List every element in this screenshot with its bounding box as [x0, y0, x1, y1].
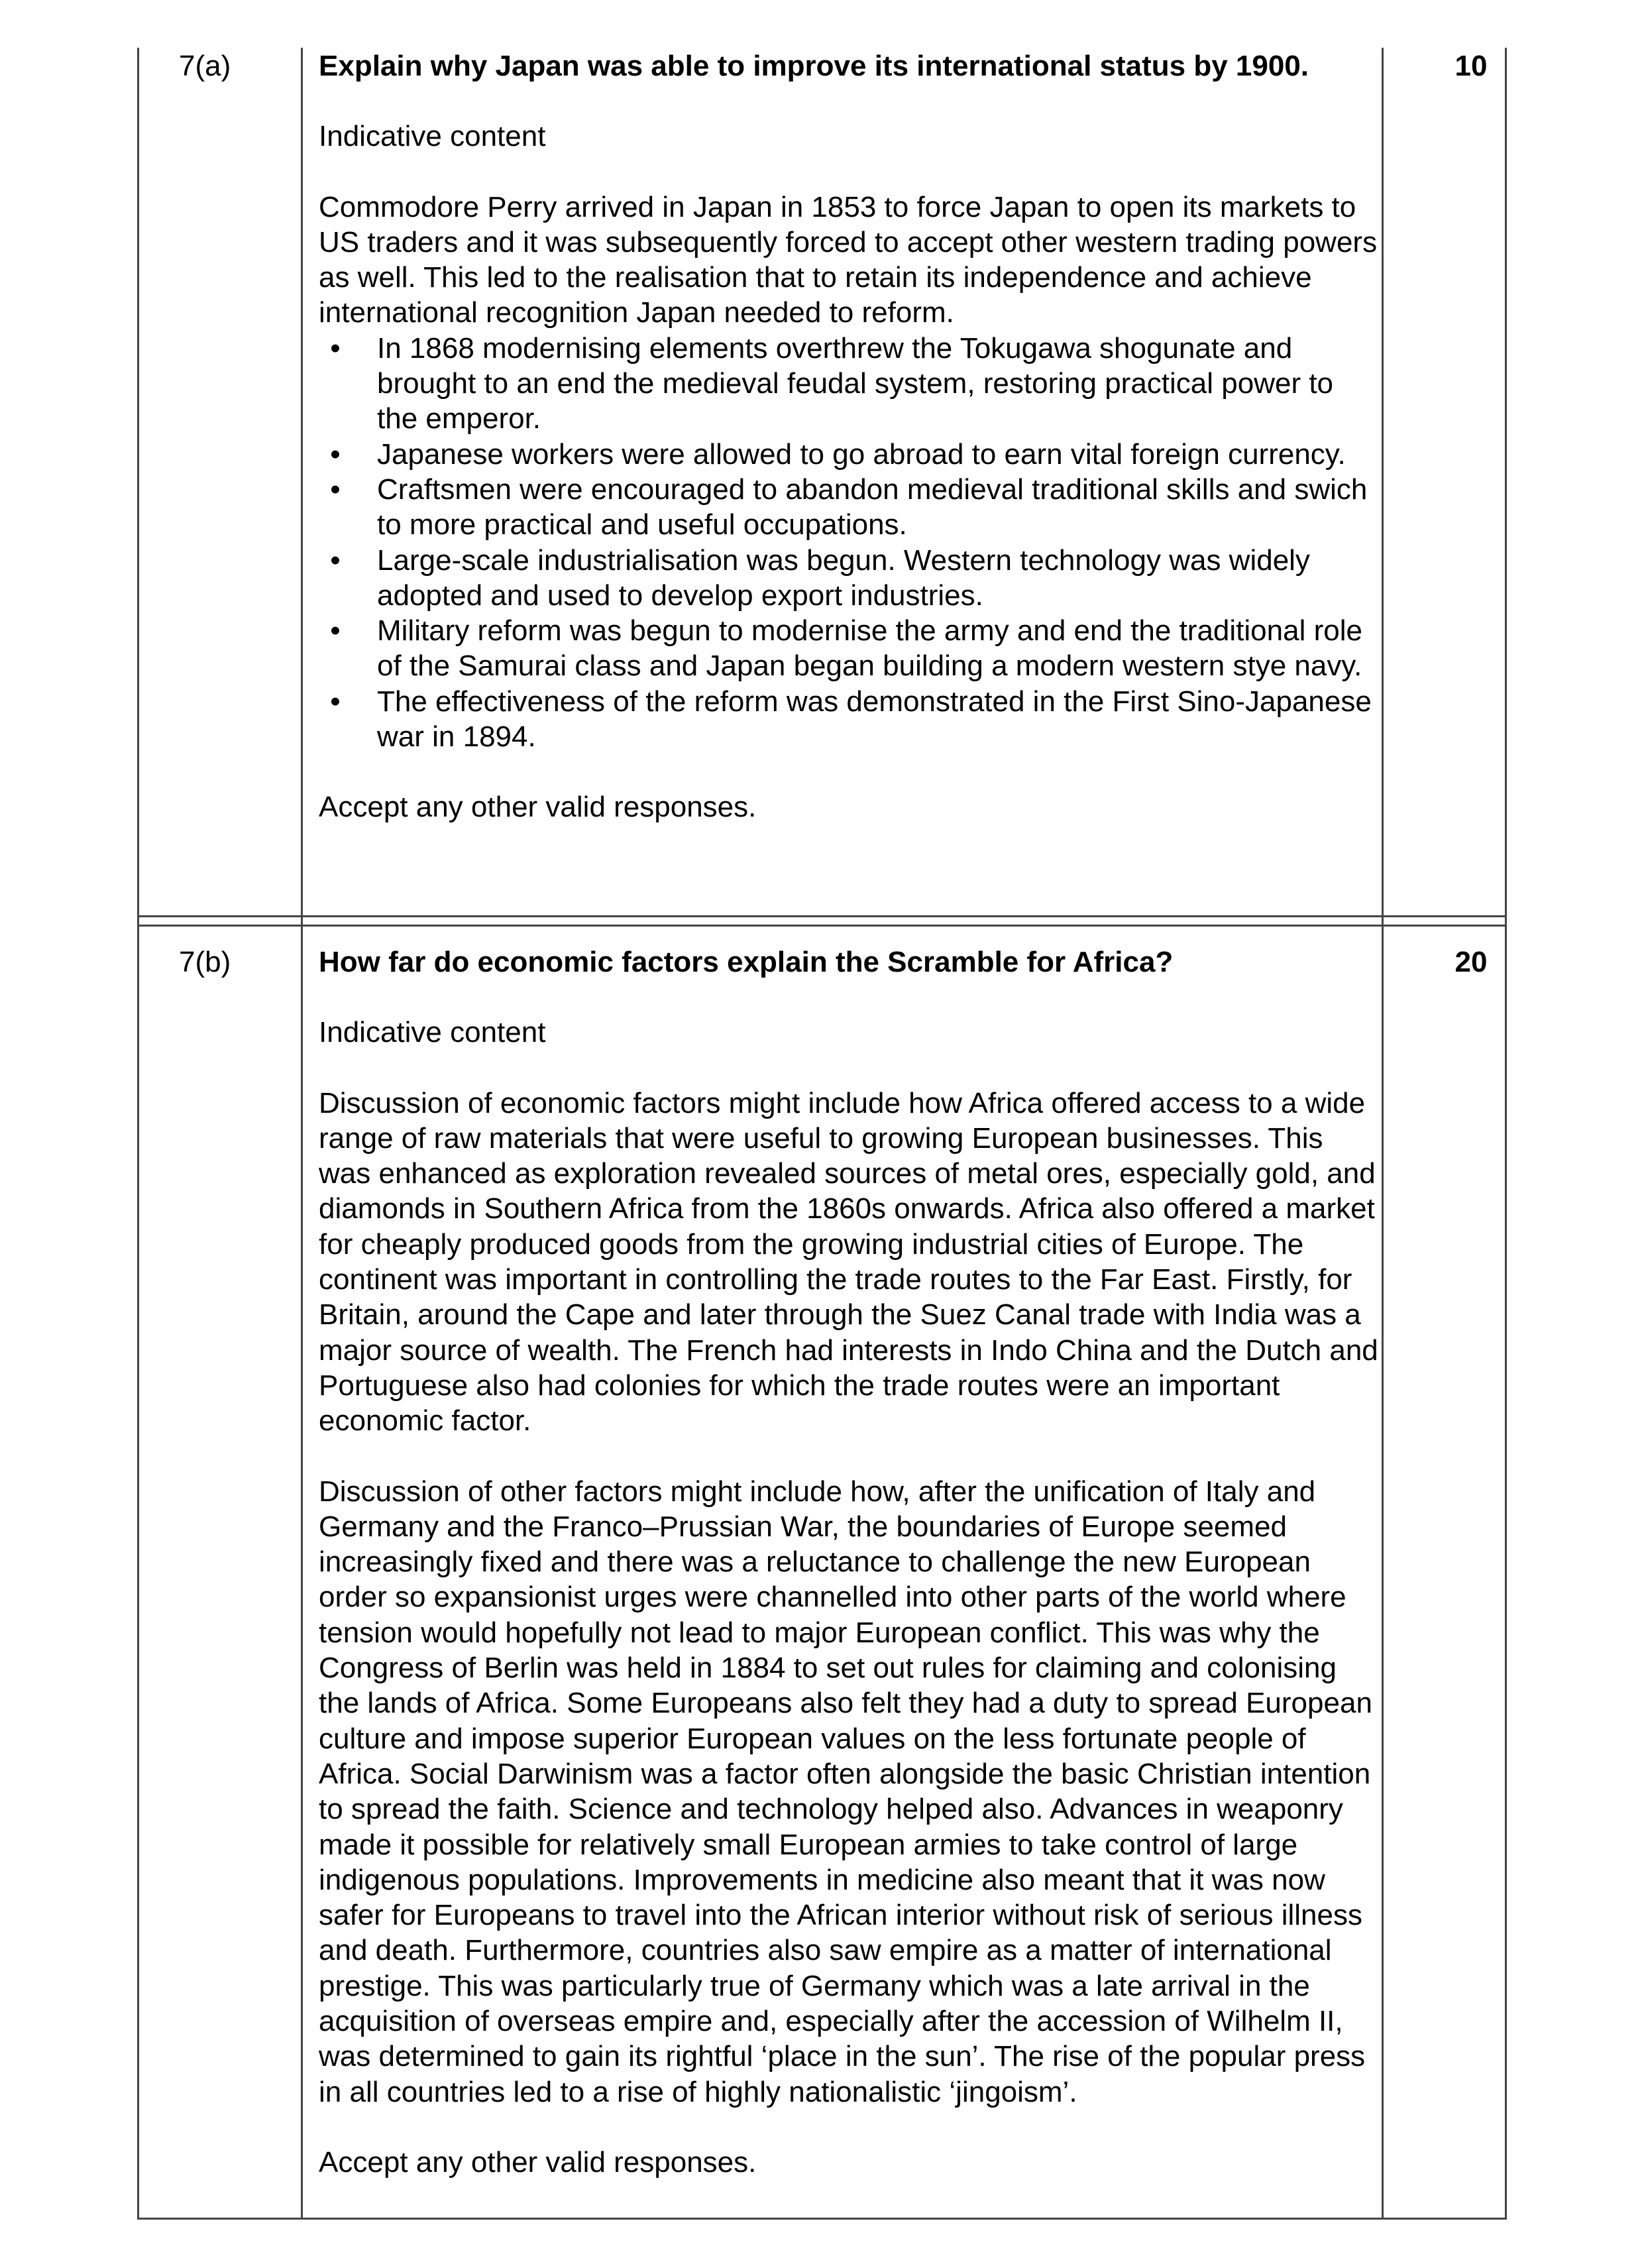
closing-note: Accept any other valid responses. [319, 2145, 757, 2179]
indicative-content-label: Indicative content [319, 120, 546, 153]
list-item [319, 613, 1379, 684]
row-separator-bottom [137, 925, 1507, 927]
answer-bullet-list [319, 331, 1379, 755]
list-item [319, 437, 1379, 472]
list-item [319, 472, 1379, 543]
question-title: How far do economic factors explain the Scramble for Africa? [319, 946, 1174, 978]
answer-paragraph: Commodore Perry arrived in Japan in 1853 to force Japan to open its markets to US traders and it was subsequently forced to accept other western trading powers as well. This led to the realisation that to retain its independence and achieve international recognition Japan needed to reform. [319, 190, 1378, 329]
bullet-icon: • [330, 543, 341, 577]
row-separator-top [137, 915, 1507, 917]
column-divider-marks [1382, 48, 1384, 2219]
column-divider-question [301, 48, 303, 2219]
table-border-right [1505, 48, 1507, 2219]
list-item-text: Military reform was begun to modernise the army and end the traditional role of the Samurai class and Japan began building a modern western stye navy. [377, 614, 1362, 683]
list-item-text: The effectiveness of the reform was demonstrated in the First Sino-Japanese war in 1894. [377, 685, 1372, 754]
question-cell-7a [319, 48, 1379, 825]
answer-paragraph: Discussion of other factors might include how, after the unification of Italy and Germany and the Franco–Prussian War, the boundaries of Europe seemed increasingly fixed and there was a reluctance to challenge the new European order so expansionist urges were channelled into other parts of the world where tension would hopefully not lead to major European conflict. This was why the Congress of Berlin was held in 1884 to set out rules for claiming and colonising the lands of Africa. Some Europeans also felt they had a duty to spread European culture and impose superior European values on the less fortunate people of Africa. Social Darwinism was a factor often alongside the basic Christian intention to spread the faith. Science and technology helped also. Advances in weaponry made it possible for relatively small European armies to take control of large indigenous populations. Improvements in medicine also meant that it was now safer for Europeans to travel into the African interior without risk of serious illness and death. Furthermore, countries also saw empire as a matter of international prestige. This was particularly true of Germany which was a late arrival in the acquisition of overseas empire and, especially after the accession of Wilhelm II, was determined to gain its rightful ‘place in the sun’. The rise of the popular press in all countries led to a rise of highly nationalistic ‘jingoism’. [319, 1475, 1372, 2108]
table-border-bottom [137, 2218, 1507, 2220]
question-number: 7(a) [179, 50, 231, 82]
question-cell-7b [319, 944, 1379, 2180]
list-item [319, 543, 1379, 614]
question-marks: 20 [1454, 946, 1488, 978]
list-item-text: In 1868 modernising elements overthrew the Tokugawa shogunate and brought to an end the medieval feudal system, restoring practical power to the emperor. [377, 331, 1334, 435]
question-title: Explain why Japan was able to improve its international status by 1900. [319, 50, 1309, 82]
bullet-icon: • [330, 614, 341, 648]
list-item-text: Craftsmen were encouraged to abandon medieval traditional skills and swich to more practical and useful occupations. [377, 473, 1368, 541]
list-item-text: Large-scale industrialisation was begun. Western technology was widely adopted and used to develop export industries. [377, 543, 1310, 612]
table-border-left [137, 48, 139, 2219]
list-item [319, 331, 1379, 437]
question-number: 7(b) [179, 946, 231, 978]
bullet-icon: • [330, 331, 341, 365]
list-item [319, 684, 1379, 755]
question-marks: 10 [1454, 50, 1488, 82]
indicative-content-label: Indicative content [319, 1016, 546, 1049]
answer-paragraph: Discussion of economic factors might include how Africa offered access to a wide range of raw materials that were useful to growing European businesses. This was enhanced as exploration revealed sources of metal ores, especially gold, and diamonds in Southern Africa from the 1860s onwards. Africa also offered a market for cheaply produced goods from the growing industrial cities of Europe. The continent was important in controlling the trade routes to the Far East. Firstly, for Britain, around the Cape and later through the Suez Canal trade with India was a major source of wealth. The French had interests in Indo China and the Dutch and Portuguese also had colonies for which the trade routes were an important economic factor. [319, 1086, 1378, 1438]
closing-note: Accept any other valid responses. [319, 791, 757, 824]
bullet-icon: • [330, 437, 341, 471]
bullet-icon: • [330, 685, 341, 718]
bullet-icon: • [330, 473, 341, 506]
list-item-text: Japanese workers were allowed to go abroad to earn vital foreign currency. [377, 437, 1346, 471]
